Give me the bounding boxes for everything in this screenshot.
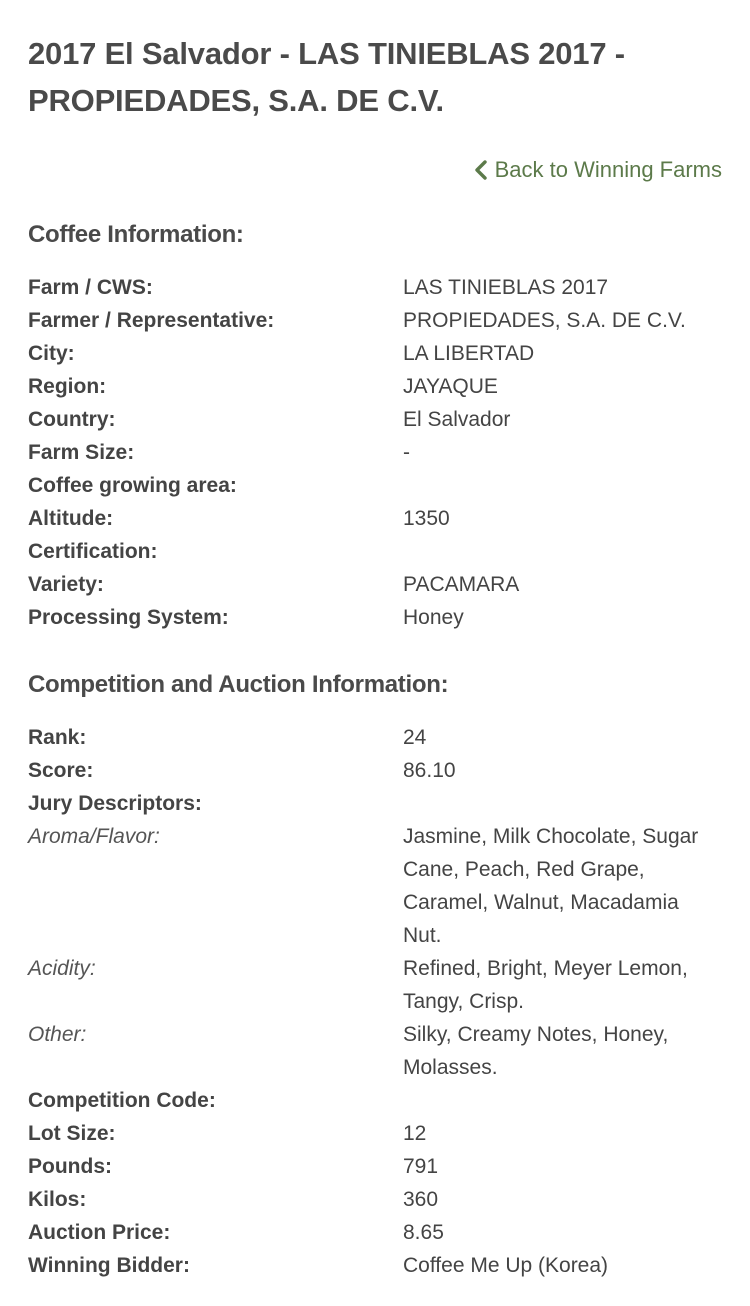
back-to-winning-farms-link[interactable] — [474, 157, 722, 183]
info-value: Coffee Me Up (Korea) — [403, 1254, 609, 1277]
info-label: Altitude: — [28, 507, 114, 530]
info-row-acidity — [28, 952, 722, 1018]
info-label: Certification: — [28, 540, 158, 563]
info-label: Kilos: — [28, 1188, 87, 1211]
info-value: 8.65 — [403, 1221, 444, 1244]
info-row-winning-bidder — [28, 1249, 722, 1282]
info-label: Pounds: — [28, 1155, 112, 1178]
info-row-farmer-representative — [28, 304, 722, 337]
info-value: 86.10 — [403, 759, 456, 782]
info-value: JAYAQUE — [403, 375, 498, 398]
info-row-jury-descriptors — [28, 787, 722, 820]
info-value — [403, 787, 722, 820]
info-label: Winning Bidder: — [28, 1254, 190, 1277]
chevron-left-icon — [474, 160, 488, 180]
info-row-variety — [28, 568, 722, 601]
competition-information-list — [28, 721, 722, 1282]
info-label: Competition Code: — [28, 1089, 216, 1112]
info-value: LA LIBERTAD — [403, 342, 535, 365]
coffee-information-heading: Coffee Information: — [28, 221, 244, 248]
info-value: Jasmine, Milk Chocolate, Sugar Cane, Peach, Red Grape, Caramel, Walnut, Macadamia Nut. — [403, 825, 699, 947]
info-row-competition-code — [28, 1084, 722, 1117]
info-value: PROPIEDADES, S.A. DE C.V. — [403, 309, 686, 332]
info-value: Silky, Creamy Notes, Honey, Molasses. — [403, 1023, 669, 1079]
info-row-lot-size — [28, 1117, 722, 1150]
info-label: Jury Descriptors: — [28, 792, 202, 815]
info-value — [403, 1084, 722, 1117]
info-label: Variety: — [28, 573, 104, 596]
info-label: Region: — [28, 375, 107, 398]
info-value: 1350 — [403, 507, 450, 530]
info-row-aroma-flavor — [28, 820, 722, 952]
info-value: - — [403, 441, 410, 464]
info-label: Acidity: — [28, 957, 96, 980]
info-row-city — [28, 337, 722, 370]
competition-information-heading: Competition and Auction Information: — [28, 671, 449, 698]
info-value: LAS TINIEBLAS 2017 — [403, 276, 609, 299]
info-value: 24 — [403, 726, 427, 749]
info-label: Rank: — [28, 726, 87, 749]
info-row-altitude — [28, 502, 722, 535]
back-row — [28, 157, 722, 197]
info-row-coffee-growing-area — [28, 469, 722, 502]
info-value — [403, 535, 722, 568]
info-label: Country: — [28, 408, 116, 431]
info-label: City: — [28, 342, 75, 365]
info-label: Score: — [28, 759, 94, 782]
info-row-rank — [28, 721, 722, 754]
info-row-processing-system — [28, 601, 722, 634]
info-label: Coffee growing area: — [28, 474, 237, 497]
info-row-pounds — [28, 1150, 722, 1183]
info-label: Other: — [28, 1023, 87, 1046]
info-row-kilos — [28, 1183, 722, 1216]
info-label: Farmer / Representative: — [28, 309, 275, 332]
info-row-auction-price — [28, 1216, 722, 1249]
info-label: Farm / CWS: — [28, 276, 153, 299]
info-value: Honey — [403, 606, 464, 629]
info-label: Aroma/Flavor: — [28, 825, 160, 848]
info-value: 360 — [403, 1188, 439, 1211]
info-label: Processing System: — [28, 606, 229, 629]
coffee-information-list — [28, 271, 722, 634]
info-value — [403, 469, 722, 502]
info-row-region — [28, 370, 722, 403]
info-value: Refined, Bright, Meyer Lemon, Tangy, Crisp. — [403, 957, 688, 1013]
page-title: 2017 El Salvador - LAS TINIEBLAS 2017 - PROPIEDADES, S.A. DE C.V. — [28, 36, 625, 118]
info-label: Lot Size: — [28, 1122, 116, 1145]
info-label: Auction Price: — [28, 1221, 171, 1244]
info-value: El Salvador — [403, 408, 511, 431]
info-row-other — [28, 1018, 722, 1084]
info-value: PACAMARA — [403, 573, 520, 596]
info-row-country — [28, 403, 722, 436]
info-value: 791 — [403, 1155, 439, 1178]
info-row-farm-cws — [28, 271, 722, 304]
info-row-certification — [28, 535, 722, 568]
info-row-score — [28, 754, 722, 787]
info-row-farm-size — [28, 436, 722, 469]
info-value: 12 — [403, 1122, 427, 1145]
info-label: Farm Size: — [28, 441, 135, 464]
back-link-label: Back to Winning Farms — [494, 157, 722, 182]
